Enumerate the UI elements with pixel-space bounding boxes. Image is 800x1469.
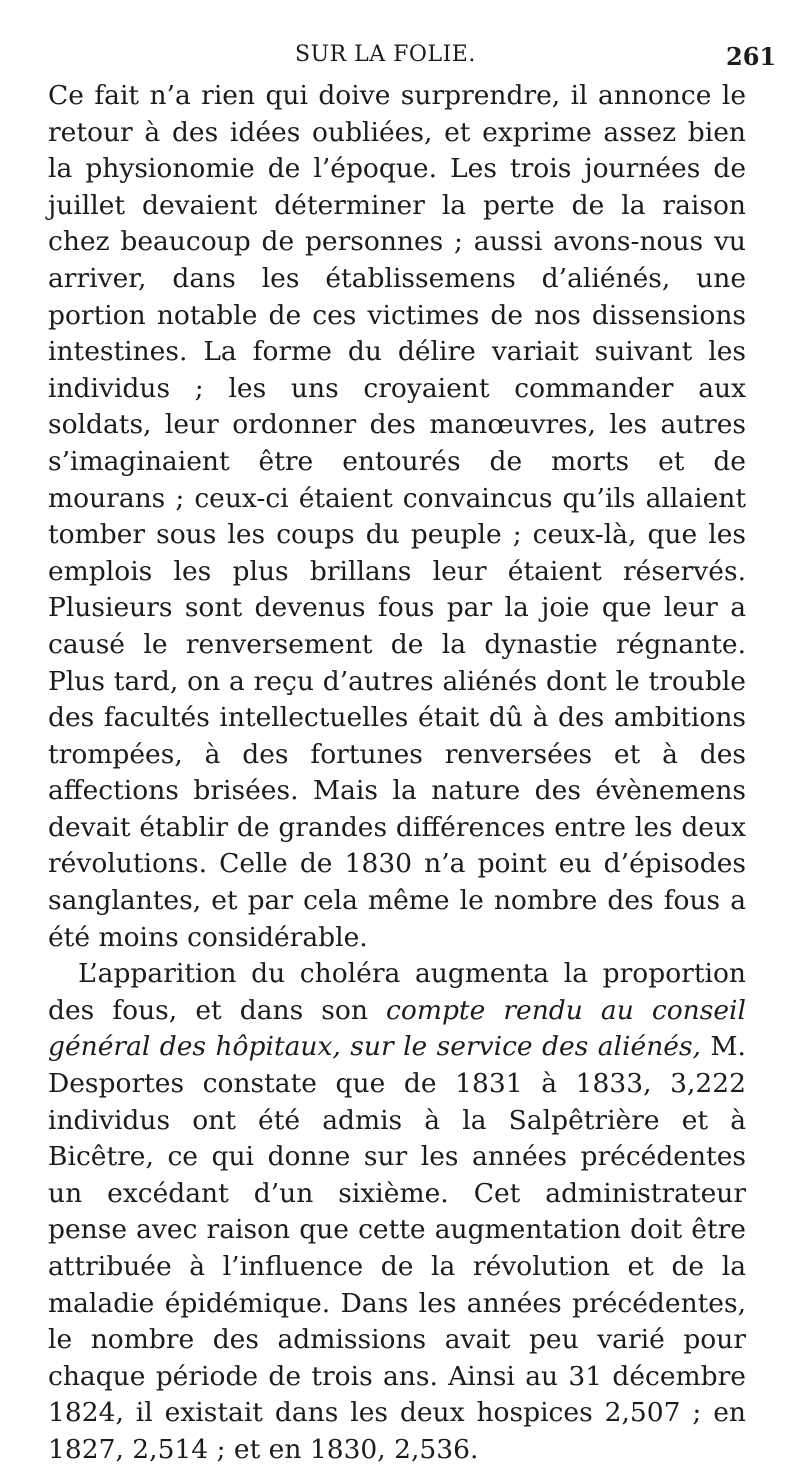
report-title-italic: compte rendu au conseil général des hôpitaux, sur le service des aliénés, <box>48 994 746 1063</box>
paragraph-2 <box>48 956 746 1468</box>
page-number: 261 <box>726 42 777 71</box>
running-title: SUR LA FOLIE. <box>295 42 476 67</box>
paragraph-2-start: L’apparition du choléra augmenta la proportion des fous, et dans son <box>48 958 746 1026</box>
running-head <box>0 40 800 76</box>
paragraph-2-end: M. Desportes constate que de 1831 à 1833, 3,222 individus ont été admis à la Salpêtrière et à Bicêtre, ce qui donne sur les années précédentes un excédant d’un sixième. Cet administrateur pense avec raison que cette augmentation doit être attribuée à l’influence de la révolution et de la maladie épidémique. Dans les années précédentes, le nombre des admissions avait peu varié pour chaque période de trois ans. Ainsi au 31 décembre 1824, il existait dans les deux hospices 2,507 ; en 1827, 2,514 ; et en 1830, 2,536. <box>48 1031 746 1465</box>
body-text <box>48 78 746 1469</box>
paragraph-1: Ce fait n’a rien qui doive surprendre, il annonce le retour à des idées oubliées, et exprime assez bien la physionomie de l’époque. Les trois journées de juillet devaient déterminer la perte de la raison chez beaucoup de personnes ; aussi avons-nous vu arriver, dans les établissemens d’aliénés, une portion notable de ces victimes de nos dissensions intestines. La forme du délire variait suivant les individus ; les uns croyaient commander aux soldats, leur ordonner des manœuvres, les autres s’imaginaient être entourés de morts et de mourans ; ceux-ci étaient convaincus qu’ils allaient tomber sous les coups du peuple ; ceux-là, que les emplois les plus brillans leur étaient réservés. Plusieurs sont devenus fous par la joie que leur a causé le renversement de la dynastie régnante. Plus tard, on a reçu d’autres aliénés dont le trouble des facultés intellectuelles était dû à des ambitions trompées, à des fortunes renversées et à des affections brisées. Mais la nature des évènemens devait établir de grandes différences entre les deux révolutions. Celle de 1830 n’a point eu d’épisodes sanglantes, et par cela même le nombre des fous a été moins considérable. <box>48 80 746 953</box>
